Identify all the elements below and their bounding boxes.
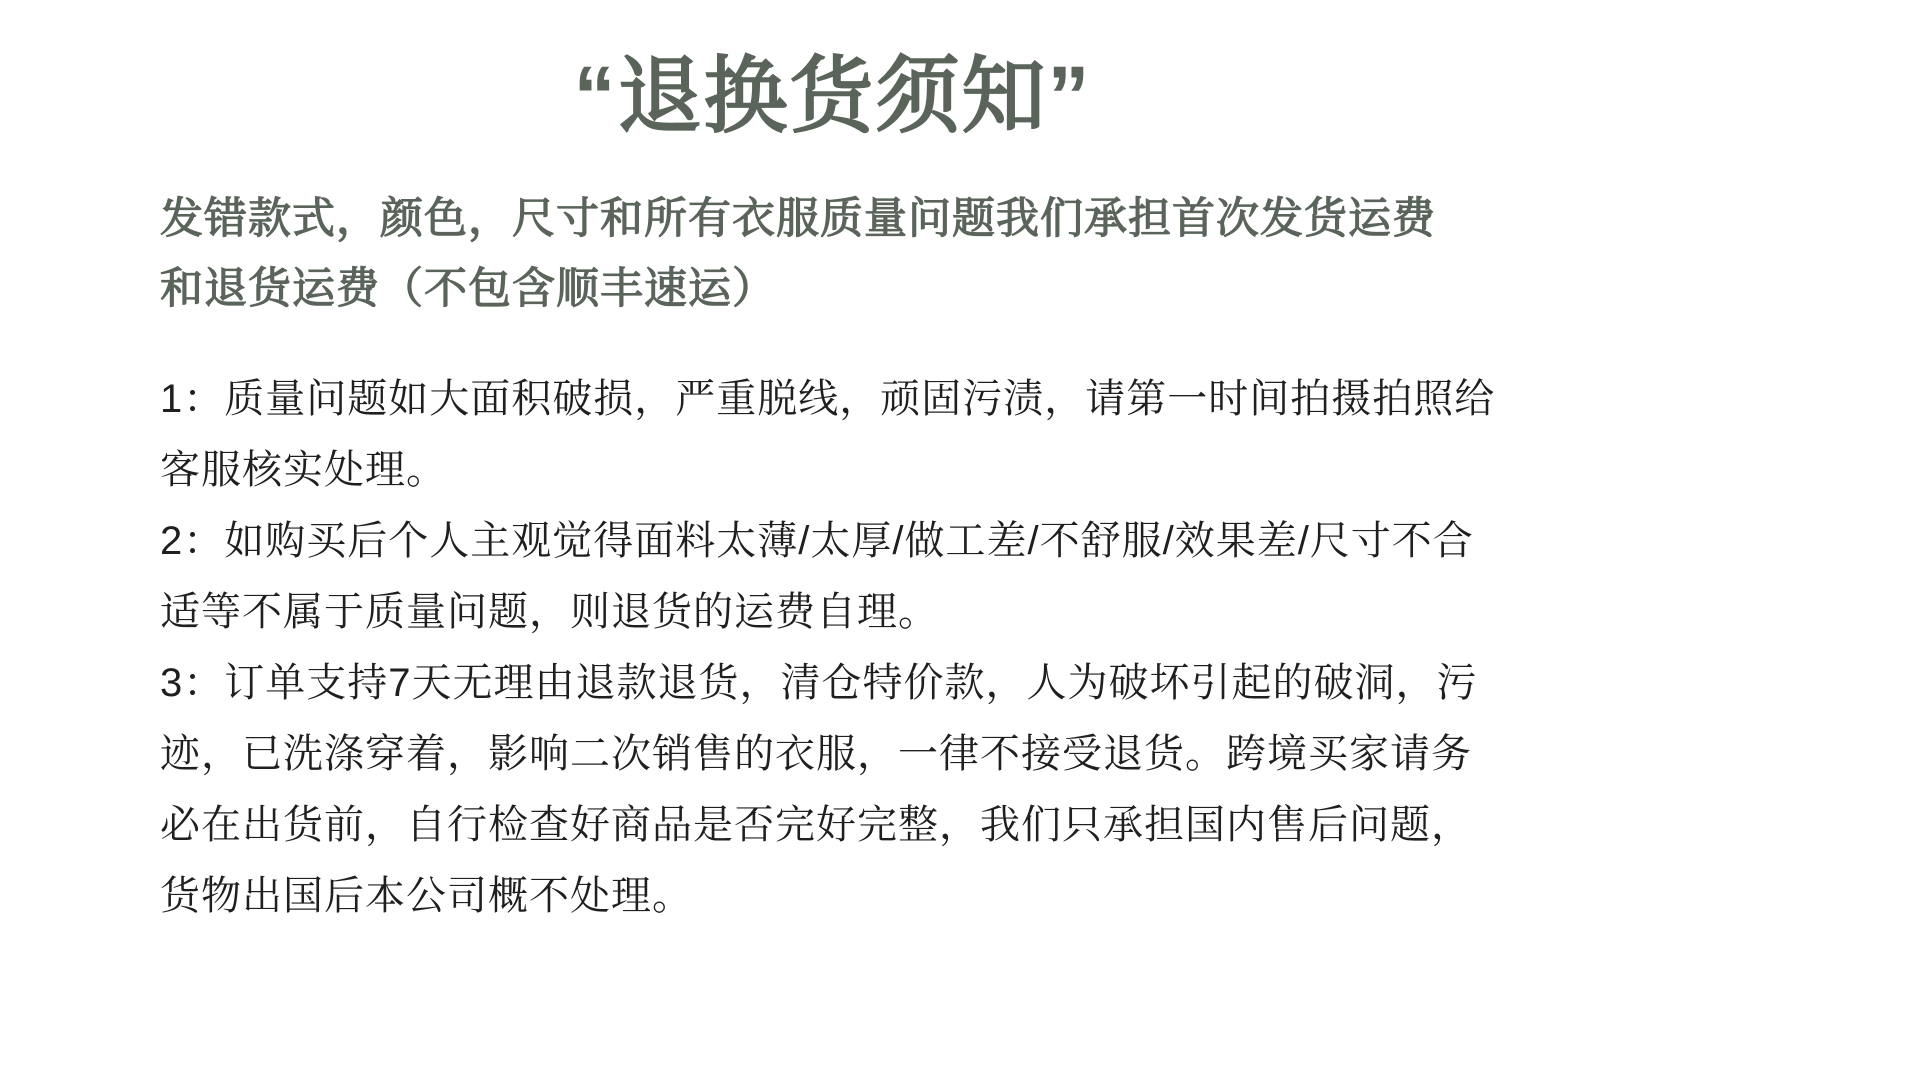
policy-item-7day-return: 3：订单支持7天无理由退款退货，清仓特价款，人为破坏引起的破洞，污迹，已洗涤穿着，影响二次销售的衣服，一律不接受退货。跨境买家请务必在出货前，自行检查好商品是否完好完整，我们只承担国内售后问题，货物出国后本公司概不处理。 — [160, 661, 1478, 918]
shipping-fee-policy-subtitle: 发错款式，颜色，尺寸和所有衣服质量问题我们承担首次发货运费和退货运费（不包含顺丰速运） — [160, 195, 1436, 313]
page-title: “退换货须知” — [573, 49, 1092, 143]
policy-item-quality-issue: 1：质量问题如大面积破损，严重脱线，顽固污渍，请第一时间拍摄拍照给客服核实处理。 — [160, 377, 1496, 492]
notice-content — [160, 0, 1505, 932]
policy-items — [160, 364, 1505, 932]
policy-item-subjective-reason: 2：如购买后个人主观觉得面料太薄/太厚/做工差/不舒服/效果差/尺寸不合适等不属于质量问题，则退货的运费自理。 — [160, 519, 1474, 634]
